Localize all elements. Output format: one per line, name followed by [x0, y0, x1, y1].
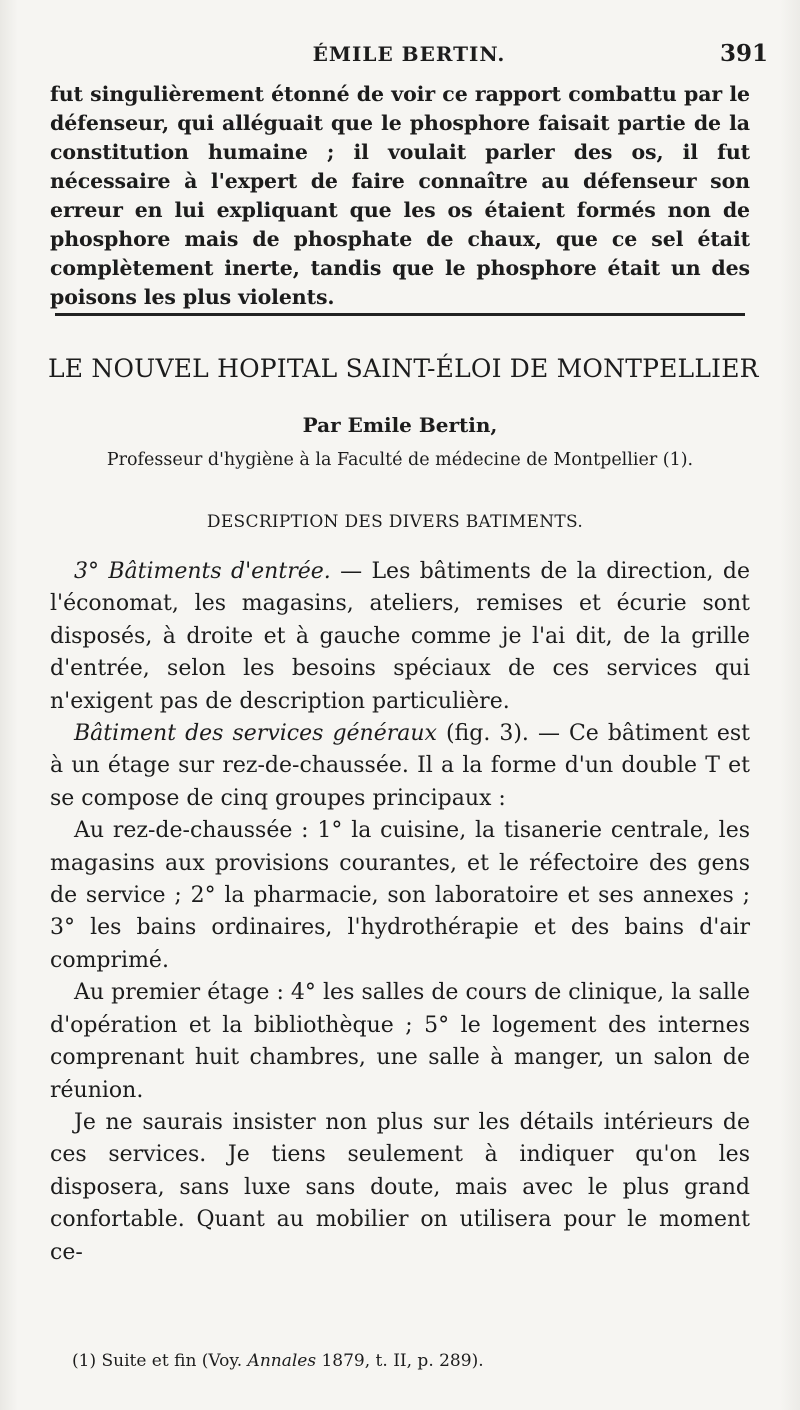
article-body: [50, 556, 750, 1269]
section-divider: [55, 313, 745, 316]
running-head: [50, 40, 768, 70]
footnote: [72, 1351, 762, 1371]
footnote-journal: Annales: [247, 1351, 317, 1371]
paragraph-lead: 3° Bâtiments d'entrée.: [74, 559, 331, 584]
paragraph-entry-buildings: [50, 556, 750, 718]
footnote-suffix: 1879, t. II, p. 289).: [316, 1351, 484, 1371]
running-head-author: ÉMILE BERTIN.: [312, 42, 506, 66]
paragraph-text: (fig. 3). — Ce bâtiment est à un étage sur rez-de-chaussée. Il a la forme d'un double T et se compose de cinq groupes principaux :: [50, 721, 750, 811]
author-affiliation: Professeur d'hygiène à la Faculté de médecine de Montpellier (1).: [106, 450, 694, 470]
paragraph-lead: Bâtiment des services généraux: [74, 721, 437, 747]
paragraph-general-services: [50, 718, 750, 815]
paragraph-first-floor: Au premier étage : 4° les salles de cours de clinique, la salle d'opération et la bibliothèque ; 5° le logement des internes comprenant huit chambres, une salle à manger, un salon de réunion.: [50, 980, 750, 1103]
section-heading: DESCRIPTION DES DIVERS BATIMENTS.: [206, 512, 584, 532]
article-byline: Par Emile Bertin,: [302, 413, 498, 437]
article-title: LE NOUVEL HOPITAL SAINT-ÉLOI DE MONTPELLIER: [48, 354, 759, 383]
paragraph-ground-floor: Au rez-de-chaussée : 1° la cuisine, la tisanerie centrale, les magasins aux provisions courantes, et le réfectoire des gens de service ; 2° la pharmacie, son laboratoire et ses annexes ; 3° les bains ordinaires, l'hydrothérapie et des bains d'air comprimé.: [50, 818, 750, 973]
paragraph-interior-details: Je ne saurais insister non plus sur les détails intérieurs de ces services. Je tiens seulement à indiquer qu'on les disposera, sans luxe sans doute, mais avec le plus grand confortable. Quant au mobilier on utilisera pour le moment ce-: [50, 1109, 750, 1265]
footnote-prefix: (1) Suite et fin (Voy.: [72, 1351, 248, 1371]
carryover-paragraph: fut singulièrement étonné de voir ce rapport combattu par le défenseur, qui alléguait que le phosphore faisait partie de la constitution humaine ; il voulait parler des os, il fut nécessaire à l'expert de faire connaître au défenseur son erreur en lui expliquant que les os étaient formés non de phosphore mais de phosphate de chaux, que ce sel était complètement inerte, tandis que le phosphore était un des poisons les plus violents.: [50, 82, 750, 309]
page-number: 391: [719, 40, 768, 67]
paragraph-text: — Les bâtiments de la direction, de l'économat, les magasins, ateliers, remises et écurie sont disposés, à droite et à gauche comme je l'ai dit, de la grille d'entrée, selon les besoins spéciaux de ces services qui n'exigent pas de description particulière.: [50, 559, 750, 714]
